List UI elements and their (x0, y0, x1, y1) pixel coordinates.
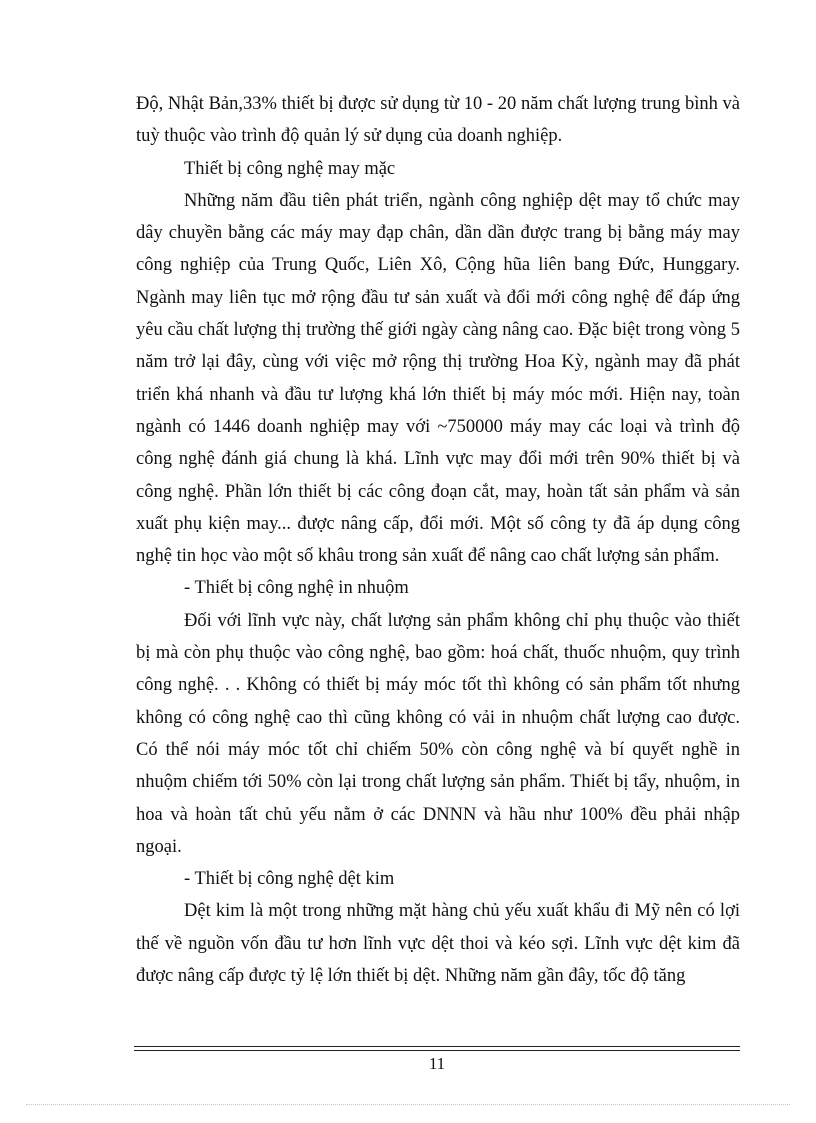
page-number: 11 (428, 1054, 446, 1073)
document-body (136, 88, 740, 992)
paragraph-garment-equipment: Những năm đầu tiên phát triển, ngành công nghiệp dệt may tổ chức may dây chuyền bằng các máy may đạp chân, dần dần được trang bị bằng máy may công nghiệp của Trung Quốc, Liên Xô, Cộng hũa liên bang Đức, Hunggary. Ngành may liên tục mở rộng đầu tư sản xuất và đổi mới công nghệ để đáp ứng yêu cầu chất lượng thị trường thế giới ngày càng nâng cao. Đặc biệt trong vòng 5 năm trở lại đây, cùng với việc mở rộng thị trường Hoa Kỳ, ngành may đã phát triển khá nhanh và đầu tư lượng khá lớn thiết bị máy móc mới. Hiện nay, toàn ngành có 1446 doanh nghiệp may với ~750000 máy may các loại và trình độ công nghệ đánh giá chung là khá. Lĩnh vực may đổi mới trên 90% thiết bị và công nghệ. Phần lớn thiết bị các công đoạn cắt, may, hoàn tất sản phẩm và sản xuất phụ kiện may... được nâng cấp, đổi mới. Một số công ty đã áp dụng công nghệ tin học vào một số khâu trong sản xuất để nâng cao chất lượng sản phẩm. (136, 190, 740, 567)
paragraph-knitting-equipment: Dệt kim là một trong những mặt hàng chủ yếu xuất khẩu đi Mỹ nên có lợi thế về nguồn vốn đầu tư hơn lĩnh vực dệt thoi và kéo sợi. Lĩnh vực dệt kim đã được nâng cấp được tỷ lệ lớn thiết bị dệt. Những năm gần đây, tốc độ tăng (136, 901, 740, 987)
section-heading-knitting-equipment: - Thiết bị công nghệ dệt kim (184, 869, 395, 890)
section-heading-garment-equipment: Thiết bị công nghệ may mặc (184, 158, 396, 179)
section-heading-dyeing-equipment: - Thiết bị công nghệ in nhuộm (184, 578, 409, 599)
paragraph-dyeing-equipment: Đối với lĩnh vực này, chất lượng sản phẩm không chỉ phụ thuộc vào thiết bị mà còn phụ thuộc vào công nghệ, bao gồm: hoá chất, thuốc nhuộm, quy trình công nghệ. . . Không có thiết bị máy móc tốt thì không có sản phẩm tốt nhưng không có công nghệ cao thì cũng không có vải in nhuộm chất lượng cao được. Có thể nói máy móc tốt chỉ chiếm 50% còn công nghệ và bí quyết nghề in nhuộm chiếm tới 50% còn lại trong chất lượng sản phẩm. Thiết bị tẩy, nhuộm, in hoa và hoàn tất chủ yếu nằm ở các DNNN và hầu như 100% đều phải nhập ngoại. (136, 610, 740, 857)
paragraph-continuation: Độ, Nhật Bản,33% thiết bị được sử dụng từ 10 - 20 năm chất lượng trung bình và tuỳ thuộc vào trình độ quản lý sử dụng của doanh nghiệp. (136, 94, 740, 147)
footer-rule-top (134, 1046, 740, 1047)
page-border-dotted (26, 1104, 790, 1105)
footer-rule-bottom (134, 1050, 740, 1051)
